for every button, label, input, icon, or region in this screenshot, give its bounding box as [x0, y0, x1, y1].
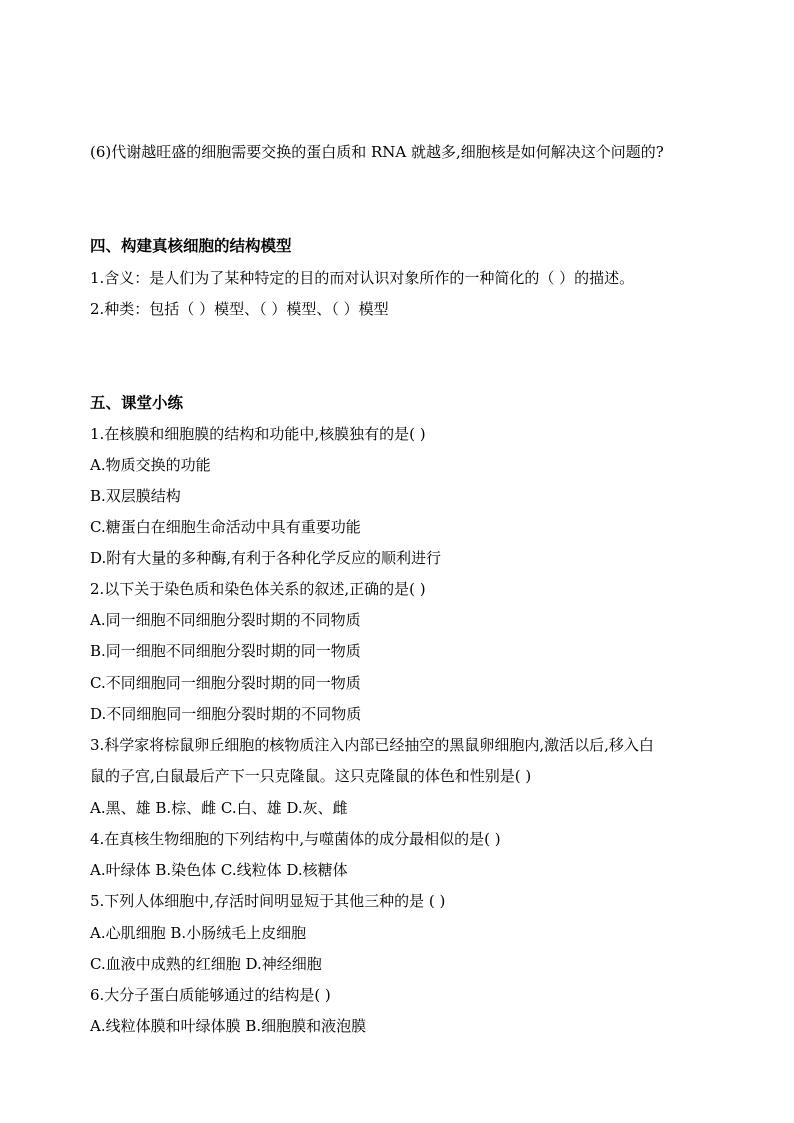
intro-question: (6)代谢越旺盛的细胞需要交换的蛋白质和 RNA 就越多,细胞核是如何解决这个问题的?	[90, 143, 664, 161]
question-3-line-1: 3.科学家将棕鼠卵丘细胞的核物质注入内部已经抽空的黑鼠卵细胞内,激活以后,移入白	[90, 736, 654, 754]
question-4: 4.在真核生物细胞的下列结构中,与噬菌体的成分最相似的是( )	[90, 830, 501, 848]
question-2-option-a: A.同一细胞不同细胞分裂时期的不同物质	[90, 611, 361, 629]
question-1: 1.在核膜和细胞膜的结构和功能中,核膜独有的是( )	[90, 425, 426, 443]
question-2-option-c: C.不同细胞同一细胞分裂时期的同一物质	[90, 674, 361, 692]
question-1-option-d: D.附有大量的多种酶,有利于各种化学反应的顺利进行	[90, 549, 442, 567]
question-5-options-cd: C.血液中成熟的红细胞 D.神经细胞	[90, 955, 322, 973]
question-4-options: A.叶绿体 B.染色体 C.线粒体 D.核糖体	[90, 861, 348, 879]
question-2-option-b: B.同一细胞不同细胞分裂时期的同一物质	[90, 642, 361, 660]
question-1-option-a: A.物质交换的功能	[90, 456, 211, 474]
section-5-heading: 五、课堂小练	[90, 393, 184, 412]
question-2-option-d: D.不同细胞同一细胞分裂时期的不同物质	[90, 705, 362, 723]
question-1-option-c: C.糖蛋白在细胞生命活动中具有重要功能	[90, 518, 361, 536]
question-5-options-ab: A.心肌细胞 B.小肠绒毛上皮细胞	[90, 924, 307, 942]
question-5: 5.下列人体细胞中,存活时间明显短于其他三种的是 ( )	[90, 892, 446, 910]
question-3-options: A.黑、雄 B.棕、雌 C.白、雄 D.灰、雌	[90, 799, 348, 817]
section-4-item-2: 2.种类：包括（ ）模型、（ ）模型、（ ）模型	[90, 300, 389, 318]
question-3-line-2: 鼠的子宫,白鼠最后产下一只克隆鼠。这只克隆鼠的体色和性别是( )	[90, 767, 532, 785]
section-4-item-1: 1.含义：是人们为了某种特定的目的而对认识对象所作的一种简化的（ ）的描述。	[90, 269, 635, 287]
question-1-option-b: B.双层膜结构	[90, 487, 181, 505]
question-6-options-ab: A.线粒体膜和叶绿体膜 B.细胞膜和液泡膜	[90, 1017, 367, 1035]
question-6: 6.大分子蛋白质能够通过的结构是( )	[90, 986, 331, 1004]
question-2: 2.以下关于染色质和染色体关系的叙述,正确的是( )	[90, 580, 426, 598]
section-4-heading: 四、构建真核细胞的结构模型	[90, 236, 292, 255]
